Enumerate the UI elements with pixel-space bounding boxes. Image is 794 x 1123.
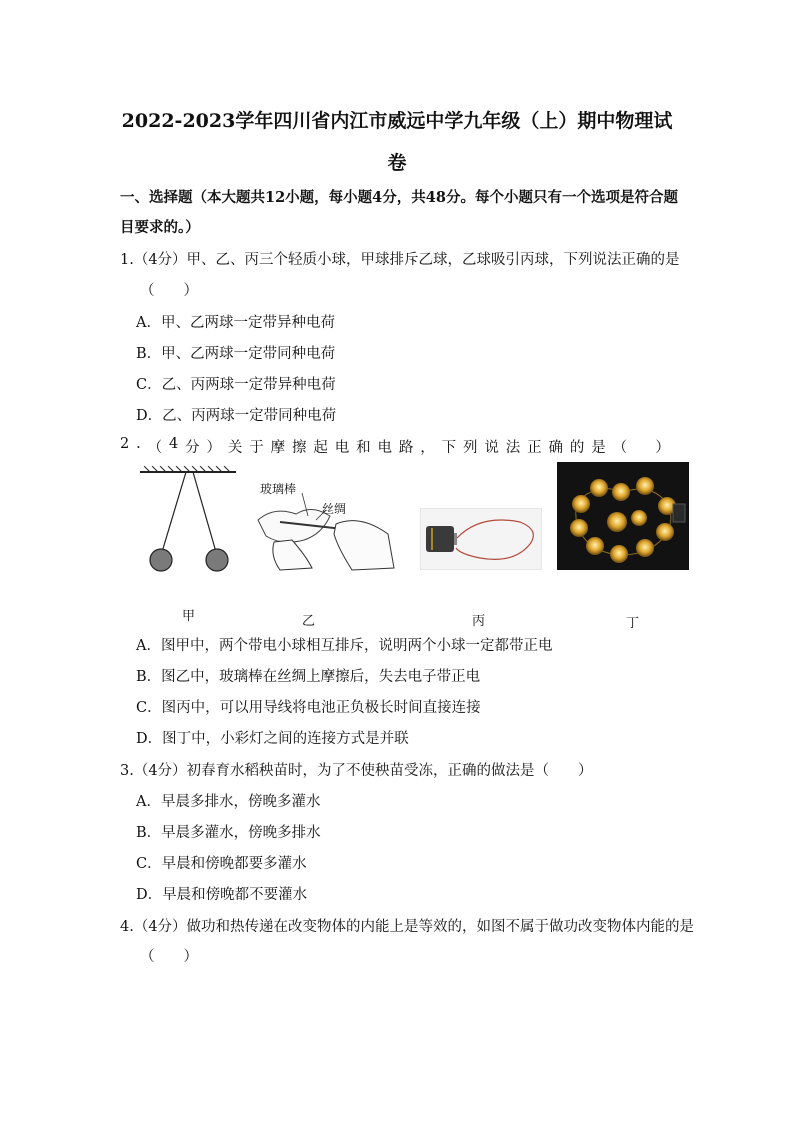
figure-bing-battery-wire	[420, 508, 542, 570]
figure-jia-pendulum	[138, 466, 238, 578]
q1-stem: 1.（4分）甲、乙、丙三个轻质小球，甲球排斥乙球，乙球吸引丙球，下列说法正确的是	[120, 252, 680, 268]
q3-option-d: D．早晨和傍晚都不要灌水	[136, 887, 308, 903]
caption-ding: 丁	[626, 616, 640, 631]
page-title-continued: 卷	[387, 152, 407, 174]
caption-bing: 丙	[472, 614, 486, 629]
q2-stem: 2 . （ 4 分 ） 关 于 摩 擦 起 电 和 电 路 ， 下 列 说 法 正 确 的 是 （ ）	[120, 436, 670, 456]
caption-yi: 乙	[302, 614, 316, 629]
q3-stem: 3.（4分）初春育水稻秧苗时，为了不使秧苗受冻，正确的做法是（ ）	[120, 763, 593, 779]
q3-option-c: C．早晨和傍晚都要多灌水	[136, 856, 307, 872]
section-heading-continued: 目要求的。）	[120, 219, 200, 236]
q2-option-c: C．图丙中，可以用导线将电池正负极长时间直接连接	[136, 700, 481, 716]
q4-answer-bracket: （ ）	[140, 949, 198, 965]
q1-option-c: C．乙、丙两球一定带异种电荷	[136, 377, 336, 393]
page-title: 2022-2023学年四川省内江市威远中学九年级（上）期中物理试	[121, 110, 673, 132]
q3-option-a: A．早晨多排水，傍晚多灌水	[136, 794, 321, 810]
figure-yi-glass-rod-silk	[252, 476, 400, 576]
figure-ding-string-lights	[557, 462, 689, 570]
section-heading: 一、选择题（本大题共12小题，每小题4分，共48分。每个小题只有一个选项是符合题	[120, 189, 678, 206]
caption-jia: 甲	[182, 609, 196, 624]
glass-rod-label: 玻璃棒	[260, 482, 297, 496]
silk-label: 丝绸	[322, 502, 347, 516]
q3-option-b: B．早晨多灌水，傍晚多排水	[136, 825, 321, 841]
q2-option-d: D．图丁中，小彩灯之间的连接方式是并联	[136, 731, 409, 747]
q4-stem: 4.（4分）做功和热传递在改变物体的内能上是等效的，如图不属于做功改变物体内能的是	[120, 919, 695, 935]
q2-option-b: B．图乙中，玻璃棒在丝绸上摩擦后，失去电子带正电	[136, 669, 481, 685]
q1-option-d: D．乙、丙两球一定带同种电荷	[136, 408, 337, 424]
q1-answer-bracket: （ ）	[140, 283, 198, 299]
q2-option-a: A．图甲中，两个带电小球相互排斥，说明两个小球一定都带正电	[136, 638, 553, 654]
q1-option-a: A．甲、乙两球一定带异种电荷	[136, 315, 335, 331]
q1-option-b: B．甲、乙两球一定带同种电荷	[136, 346, 336, 362]
